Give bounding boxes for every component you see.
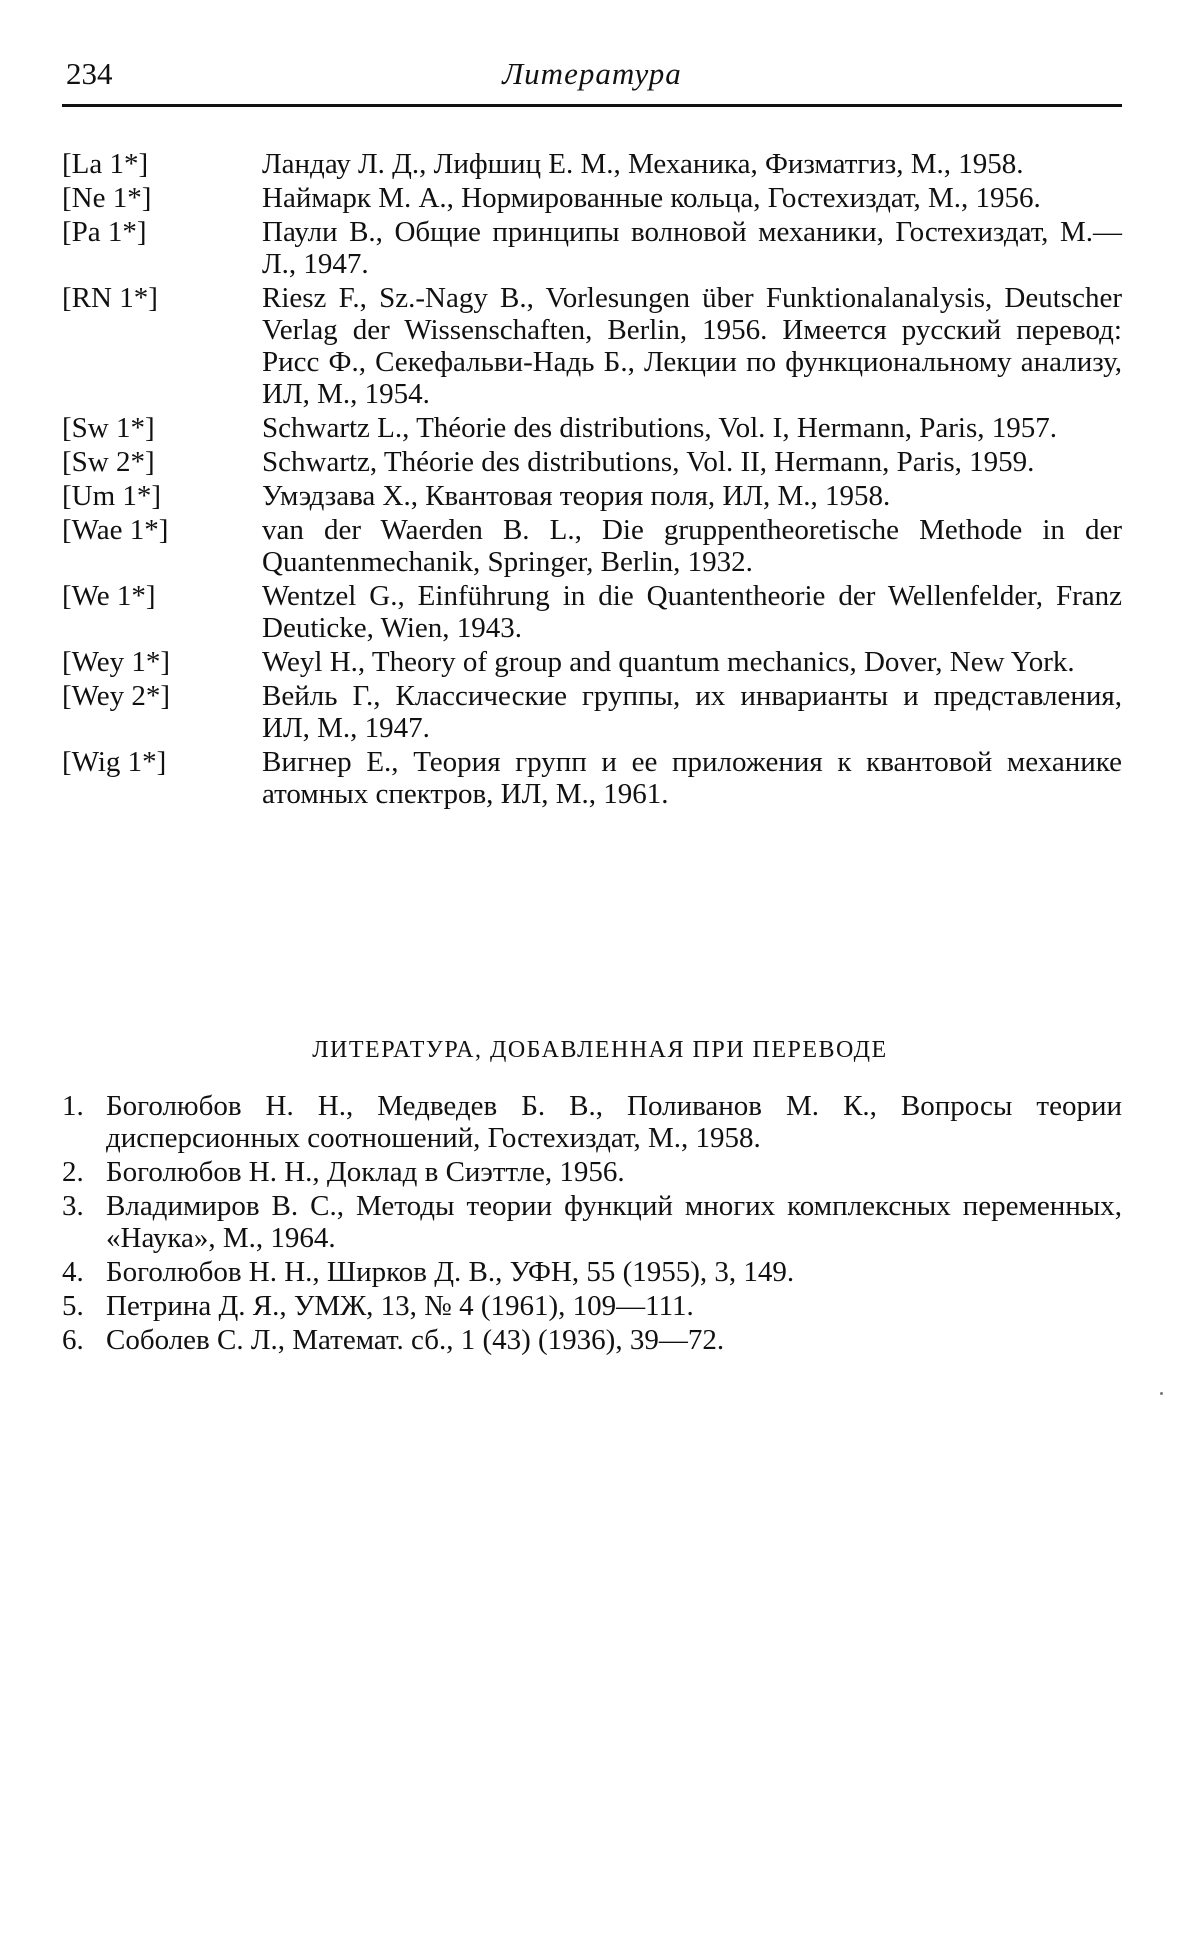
reference-text: Наймарк М. А., Нормированные кольца, Гостехиздат, М., 1956. <box>262 182 1041 214</box>
reference-text: Weyl H., Theory of group and quantum mechanics, Dover, New York. <box>262 646 1075 678</box>
item-text: Боголюбов Н. Н., Ширков Д. В., УФН, 55 (1955), 3, 149. <box>106 1256 795 1288</box>
reference-key: [Wig 1*] <box>62 746 167 778</box>
item-number: 3. <box>62 1190 84 1222</box>
reference-entry <box>62 746 1122 810</box>
reference-key: [Wey 2*] <box>62 680 170 712</box>
page-number: 234 <box>66 56 113 91</box>
reference-entry <box>62 514 1122 578</box>
reference-text: Riesz F., Sz.-Nagy B., Vorlesungen über Funktionalanalysis, Deutscher Verlag der Wissenschaften, Berlin, 1956. Имеется русский перевод: Рисс Ф., Секефальви-Надь Б., Лекции по функциональному анализу, ИЛ, М., 1954. <box>262 282 1122 410</box>
added-reference-list <box>62 1090 1122 1358</box>
item-text: Боголюбов Н. Н., Медведев Б. В., Поливанов М. К., Вопросы теории дисперсионных соотношений, Гостехиздат, М., 1958. <box>106 1090 1122 1154</box>
running-title: Литература <box>502 56 682 91</box>
reference-key: [Ne 1*] <box>62 182 152 214</box>
added-reference-entry <box>62 1324 1122 1356</box>
header-rule <box>62 104 1122 107</box>
added-reference-entry <box>62 1090 1122 1154</box>
item-text: Петрина Д. Я., УМЖ, 13, № 4 (1961), 109—111. <box>106 1290 694 1322</box>
reference-key: [Pa 1*] <box>62 216 147 248</box>
item-text: Соболев С. Л., Математ. сб., 1 (43) (1936), 39—72. <box>106 1324 725 1356</box>
reference-key: [Wey 1*] <box>62 646 170 678</box>
reference-text: Паули В., Общие принципы волновой механики, Гостехиздат, М.—Л., 1947. <box>262 216 1122 280</box>
reference-entry <box>62 282 1122 410</box>
reference-text: van der Waerden B. L., Die gruppentheoretische Methode in der Quantenmechanik, Springer, Berlin, 1932. <box>262 514 1122 578</box>
reference-entry <box>62 148 1122 180</box>
page-header <box>62 56 1122 100</box>
added-reference-entry <box>62 1290 1122 1322</box>
reference-text: Schwartz L., Théorie des distributions, Vol. I, Hermann, Paris, 1957. <box>262 412 1057 444</box>
reference-text: Wentzel G., Einführung in die Quantentheorie der Wellenfelder, Franz Deuticke, Wien, 1943. <box>262 580 1122 644</box>
added-reference-entry <box>62 1256 1122 1288</box>
reference-entry <box>62 412 1122 444</box>
added-reference-entry <box>62 1190 1122 1254</box>
reference-entry <box>62 446 1122 478</box>
reference-list <box>62 148 1122 812</box>
reference-entry <box>62 182 1122 214</box>
reference-key: [La 1*] <box>62 148 149 180</box>
item-text: Владимиров В. С., Методы теории функций многих комплексных переменных, «Наука», М., 1964. <box>106 1190 1122 1254</box>
reference-entry <box>62 680 1122 744</box>
item-number: 6. <box>62 1324 84 1356</box>
reference-entry <box>62 580 1122 644</box>
reference-key: [Sw 1*] <box>62 412 155 444</box>
reference-text: Вейль Г., Классические группы, их инварианты и представления, ИЛ, М., 1947. <box>262 680 1122 744</box>
reference-key: [Sw 2*] <box>62 446 155 478</box>
reference-text: Schwartz, Théorie des distributions, Vol. II, Hermann, Paris, 1959. <box>262 446 1035 478</box>
reference-entry <box>62 216 1122 280</box>
added-reference-entry <box>62 1156 1122 1188</box>
reference-text: Ландау Л. Д., Лифшиц Е. М., Механика, Физматгиз, М., 1958. <box>262 148 1024 180</box>
item-number: 1. <box>62 1090 84 1122</box>
reference-key: [Um 1*] <box>62 480 162 512</box>
scan-speck <box>1160 1392 1163 1395</box>
item-number: 2. <box>62 1156 84 1188</box>
reference-text: Вигнер Е., Теория групп и ее приложения к квантовой механике атомных спектров, ИЛ, М., 1961. <box>262 746 1122 810</box>
reference-key: [RN 1*] <box>62 282 158 314</box>
reference-key: [Wae 1*] <box>62 514 169 546</box>
item-number: 4. <box>62 1256 84 1288</box>
reference-entry <box>62 480 1122 512</box>
item-text: Боголюбов Н. Н., Доклад в Сиэттле, 1956. <box>106 1156 625 1188</box>
item-number: 5. <box>62 1290 84 1322</box>
reference-entry <box>62 646 1122 678</box>
reference-key: [We 1*] <box>62 580 156 612</box>
reference-text: Умэдзава Х., Квантовая теория поля, ИЛ, М., 1958. <box>262 480 891 512</box>
section-heading: ЛИТЕРАТУРА, ДОБАВЛЕННАЯ ПРИ ПЕРЕВОДЕ <box>312 1037 888 1063</box>
